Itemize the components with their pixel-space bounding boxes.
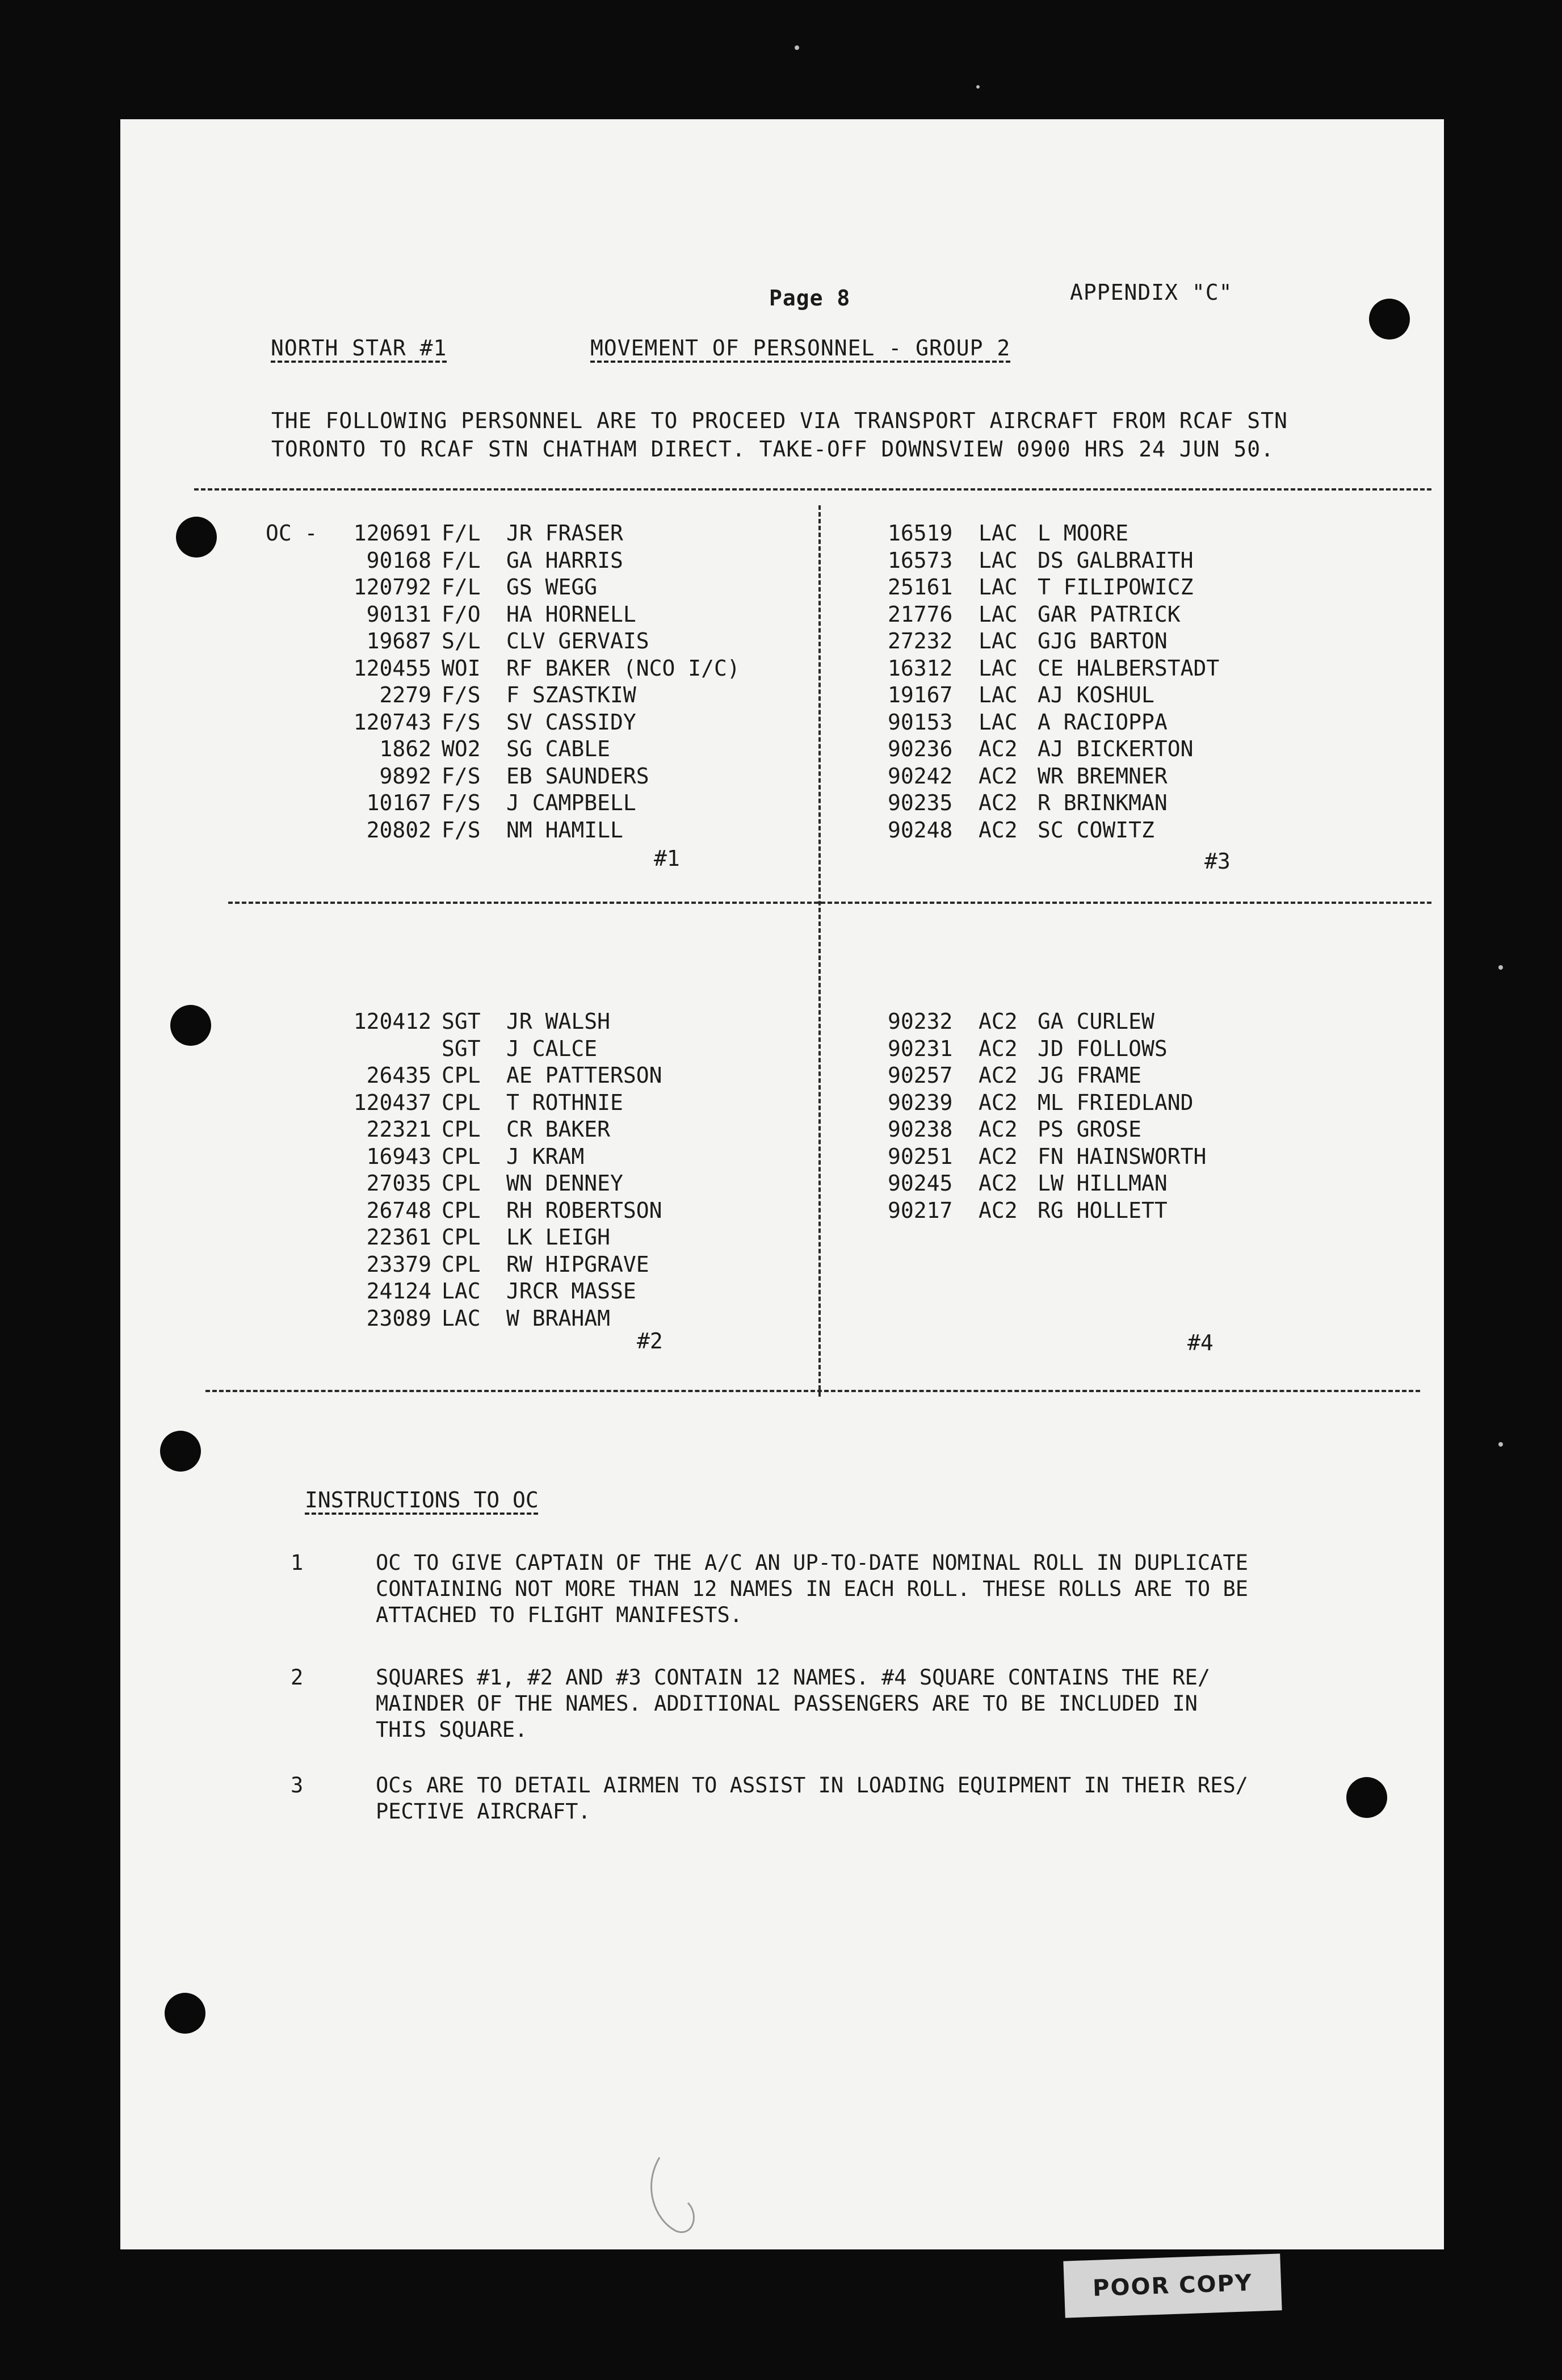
square-4-roster <box>888 1008 1206 1224</box>
rank: CPL <box>442 1171 481 1196</box>
person-name: J CAMPBELL <box>506 790 636 815</box>
service-number: 26748 <box>366 1197 431 1223</box>
roster-row <box>266 1305 662 1333</box>
roster-row <box>888 1036 1206 1063</box>
roster-row <box>888 817 1219 844</box>
rank: CPL <box>442 1117 481 1142</box>
service-number: 16943 <box>366 1143 431 1169</box>
binder-hole <box>176 517 217 558</box>
grid-divider <box>194 488 1431 491</box>
square-1-roster <box>266 520 740 844</box>
person-name: EB SAUNDERS <box>506 763 649 789</box>
service-number: 90239 <box>888 1090 953 1115</box>
rank: F/S <box>442 790 481 815</box>
person-name: GA CURLEW <box>1038 1009 1154 1034</box>
roster-row <box>266 1251 662 1279</box>
roster-row <box>266 682 740 709</box>
rank: LAC <box>979 709 1018 735</box>
person-name: AJ BICKERTON <box>1038 736 1194 761</box>
intro-line-1: THE FOLLOWING PERSONNEL ARE TO PROCEED VIA TRANSPORT AIRCRAFT FROM RCAF STN <box>271 408 1288 433</box>
person-name: GA HARRIS <box>506 547 623 573</box>
square-1-label: #1 <box>654 846 680 871</box>
binder-hole <box>160 1431 201 1472</box>
service-number: 16519 <box>888 521 953 546</box>
service-number: 120792 <box>353 575 431 600</box>
roster-row <box>266 1062 662 1090</box>
rank: AC2 <box>979 1063 1018 1088</box>
service-number: 22361 <box>366 1225 431 1250</box>
roster-row <box>266 790 740 817</box>
roster-row <box>266 628 740 655</box>
person-name: WN DENNEY <box>506 1171 623 1196</box>
instruction-line: OCs ARE TO DETAIL AIRMEN TO ASSIST IN LOADING EQUIPMENT IN THEIR RES/ <box>376 1773 1249 1797</box>
rank: CPL <box>442 1143 481 1169</box>
rank: SGT <box>442 1009 481 1034</box>
service-number: 90245 <box>888 1171 953 1196</box>
rank: AC2 <box>979 763 1018 789</box>
rank: F/L <box>442 575 481 600</box>
person-name: J KRAM <box>506 1143 585 1169</box>
person-name: DS GALBRAITH <box>1038 547 1194 573</box>
rank: LAC <box>979 601 1018 627</box>
person-name: NM HAMILL <box>506 817 623 843</box>
oc-prefix: OC - <box>266 521 318 546</box>
grid-divider <box>228 902 1431 904</box>
person-name: PS GROSE <box>1038 1117 1142 1142</box>
roster-row <box>888 655 1219 682</box>
roster-row <box>888 709 1219 736</box>
rank: LAC <box>979 521 1018 546</box>
instruction-number: 2 <box>291 1665 304 1690</box>
instruction-line: ATTACHED TO FLIGHT MANIFESTS. <box>376 1603 743 1627</box>
rank: AC2 <box>979 1117 1018 1142</box>
instruction-line: OC TO GIVE CAPTAIN OF THE A/C AN UP-TO-DATE NOMINAL ROLL IN DUPLICATE <box>376 1551 1249 1575</box>
binder-hole <box>1369 299 1410 340</box>
rank: F/S <box>442 763 481 789</box>
roster-row <box>888 1062 1206 1090</box>
poor-copy-stamp: POOR COPY <box>1063 2253 1282 2318</box>
rank: WOI <box>442 655 481 681</box>
grid-divider <box>205 1390 1420 1392</box>
intro-line-2: TORONTO TO RCAF STN CHATHAM DIRECT. TAKE-OFF DOWNSVIEW 0900 HRS 24 JUN 50. <box>271 437 1274 462</box>
person-name: JG FRAME <box>1038 1063 1142 1088</box>
pencil-mark-icon <box>643 2152 711 2243</box>
speck <box>976 85 980 89</box>
roster-row <box>266 1036 662 1063</box>
rank: SGT <box>442 1036 481 1061</box>
square-4-label: #4 <box>1187 1330 1214 1355</box>
rank: CPL <box>442 1225 481 1250</box>
service-number: 24124 <box>366 1279 431 1304</box>
person-name: AJ KOSHUL <box>1038 682 1154 707</box>
roster-row <box>266 601 740 628</box>
rank: CPL <box>442 1197 481 1223</box>
service-number: 90231 <box>888 1036 953 1061</box>
person-name: T FILIPOWICZ <box>1038 575 1194 600</box>
instruction-line: CONTAINING NOT MORE THAN 12 NAMES IN EACH ROLL. THESE ROLLS ARE TO BE <box>376 1577 1249 1601</box>
person-name: WR BREMNER <box>1038 763 1168 789</box>
service-number: 20802 <box>366 817 431 843</box>
rank: LAC <box>442 1305 481 1331</box>
service-number: 120743 <box>353 709 431 735</box>
person-name: RH ROBERTSON <box>506 1197 662 1223</box>
service-number: 90242 <box>888 763 953 789</box>
rank: AC2 <box>979 1197 1018 1223</box>
roster-row <box>888 547 1219 575</box>
service-number: 9892 <box>379 763 431 789</box>
rank: AC2 <box>979 1143 1018 1169</box>
service-number: 19167 <box>888 682 953 707</box>
roster-row <box>266 1197 662 1225</box>
roster-row <box>888 520 1219 547</box>
rank: CPL <box>442 1251 481 1277</box>
rank: AC2 <box>979 1009 1018 1034</box>
rank: WO2 <box>442 736 481 761</box>
person-name: RG HOLLETT <box>1038 1197 1168 1223</box>
appendix-label: APPENDIX "C" <box>1070 280 1233 305</box>
person-name: CLV GERVAIS <box>506 628 649 653</box>
roster-row <box>266 655 740 682</box>
person-name: R BRINKMAN <box>1038 790 1168 815</box>
instruction-line: SQUARES #1, #2 AND #3 CONTAIN 12 NAMES. #4 SQUARE CONTAINS THE RE/ <box>376 1665 1211 1690</box>
service-number: 90236 <box>888 736 953 761</box>
person-name: LK LEIGH <box>506 1225 611 1250</box>
person-name: AE PATTERSON <box>506 1063 662 1088</box>
service-number: 90257 <box>888 1063 953 1088</box>
roster-row <box>266 574 740 601</box>
person-name: JR WALSH <box>506 1009 611 1034</box>
person-name: J CALCE <box>506 1036 598 1061</box>
person-name: W BRAHAM <box>506 1305 611 1331</box>
binder-hole <box>170 1005 211 1046</box>
service-number: 90217 <box>888 1197 953 1223</box>
person-name: JD FOLLOWS <box>1038 1036 1168 1061</box>
roster-row <box>888 1008 1206 1036</box>
person-name: GAR PATRICK <box>1038 601 1181 627</box>
square-3-roster <box>888 520 1219 844</box>
binder-hole <box>165 1993 205 2034</box>
roster-row <box>888 1116 1206 1143</box>
rank: AC2 <box>979 817 1018 843</box>
service-number: 90168 <box>366 547 431 573</box>
aircraft-label: NORTH STAR #1 <box>271 336 447 361</box>
person-name: L MOORE <box>1038 521 1129 546</box>
rank: LAC <box>979 628 1018 653</box>
service-number: 16573 <box>888 547 953 573</box>
service-number: 90153 <box>888 709 953 735</box>
rank: S/L <box>442 628 481 653</box>
roster-row <box>888 1170 1206 1197</box>
roster-row <box>266 1170 662 1197</box>
service-number: 16312 <box>888 655 953 681</box>
roster-row <box>266 817 740 844</box>
roster-row <box>888 682 1219 709</box>
service-number: 120455 <box>353 655 431 681</box>
rank: F/S <box>442 682 481 707</box>
person-name: JRCR MASSE <box>506 1279 636 1304</box>
roster-row <box>888 1090 1206 1117</box>
roster-row <box>266 1224 662 1251</box>
instructions-title: INSTRUCTIONS TO OC <box>305 1488 539 1512</box>
rank: AC2 <box>979 790 1018 815</box>
person-name: JR FRASER <box>506 521 623 546</box>
instruction-line: PECTIVE AIRCRAFT. <box>376 1799 591 1824</box>
instruction-line: MAINDER OF THE NAMES. ADDITIONAL PASSENGERS ARE TO BE INCLUDED IN <box>376 1691 1198 1716</box>
roster-row <box>266 763 740 790</box>
roster-row <box>266 1143 662 1171</box>
person-name: F SZASTKIW <box>506 682 636 707</box>
person-name: HA HORNELL <box>506 601 636 627</box>
rank: F/L <box>442 547 481 573</box>
instruction-number: 3 <box>291 1773 304 1797</box>
roster-row <box>888 1143 1206 1171</box>
document-page <box>120 119 1444 2249</box>
service-number: 27035 <box>366 1171 431 1196</box>
service-number: 19687 <box>366 628 431 653</box>
speck <box>1498 965 1503 970</box>
roster-row <box>888 790 1219 817</box>
rank: AC2 <box>979 1171 1018 1196</box>
rank: F/S <box>442 709 481 735</box>
person-name: A RACIOPPA <box>1038 709 1168 735</box>
speck <box>795 45 799 50</box>
person-name: RF BAKER (NCO I/C) <box>506 655 740 681</box>
person-name: SV CASSIDY <box>506 709 636 735</box>
instruction-number: 1 <box>291 1551 304 1575</box>
service-number: 23379 <box>366 1251 431 1277</box>
service-number: 90232 <box>888 1009 953 1034</box>
roster-row <box>888 628 1219 655</box>
roster-row <box>888 736 1219 763</box>
person-name: T ROTHNIE <box>506 1090 623 1115</box>
rank: AC2 <box>979 736 1018 761</box>
roster-row <box>266 736 740 763</box>
service-number: 22321 <box>366 1117 431 1142</box>
roster-row <box>888 601 1219 628</box>
service-number: 1862 <box>379 736 431 761</box>
roster-row <box>266 1116 662 1143</box>
service-number: 90248 <box>888 817 953 843</box>
service-number <box>341 1036 431 1063</box>
service-number: 27232 <box>888 628 953 653</box>
rank: AC2 <box>979 1036 1018 1061</box>
roster-row <box>888 1197 1206 1225</box>
service-number: 2279 <box>379 682 431 707</box>
rank: F/L <box>442 521 481 546</box>
roster-row <box>266 520 740 547</box>
service-number: 10167 <box>366 790 431 815</box>
rank: LAC <box>979 682 1018 707</box>
service-number: 120412 <box>353 1009 431 1034</box>
grid-divider <box>818 505 821 1397</box>
service-number: 120691 <box>353 521 431 546</box>
roster-row <box>266 709 740 736</box>
service-number: 90238 <box>888 1117 953 1142</box>
person-name: SC COWITZ <box>1038 817 1154 843</box>
service-number: 90235 <box>888 790 953 815</box>
person-name: GS WEGG <box>506 575 598 600</box>
rank: LAC <box>979 655 1018 681</box>
speck <box>1498 1442 1503 1447</box>
roster-row <box>888 763 1219 790</box>
person-name: GJG BARTON <box>1038 628 1168 653</box>
rank: LAC <box>442 1279 481 1304</box>
service-number: 90131 <box>366 601 431 627</box>
page-number: Page 8 <box>769 286 851 311</box>
person-name: LW HILLMAN <box>1038 1171 1168 1196</box>
person-name: SG CABLE <box>506 736 611 761</box>
service-number: 26435 <box>366 1063 431 1088</box>
person-name: RW HIPGRAVE <box>506 1251 649 1277</box>
person-name: CE HALBERSTADT <box>1038 655 1220 681</box>
rank: AC2 <box>979 1090 1018 1115</box>
roster-row <box>888 574 1219 601</box>
person-name: ML FRIEDLAND <box>1038 1090 1194 1115</box>
service-number: 120437 <box>353 1090 431 1115</box>
rank: CPL <box>442 1090 481 1115</box>
square-2-label: #2 <box>637 1329 663 1354</box>
roster-row <box>266 1008 662 1036</box>
service-number: 23089 <box>366 1305 431 1331</box>
roster-row <box>266 1090 662 1117</box>
roster-row <box>266 547 740 575</box>
service-number: 21776 <box>888 601 953 627</box>
rank: CPL <box>442 1063 481 1088</box>
rank: LAC <box>979 547 1018 573</box>
rank: F/S <box>442 817 481 843</box>
person-name: CR BAKER <box>506 1117 611 1142</box>
roster-row <box>266 1278 662 1305</box>
rank: F/O <box>442 601 481 627</box>
service-number: 90251 <box>888 1143 953 1169</box>
rank: LAC <box>979 575 1018 600</box>
person-name: FN HAINSWORTH <box>1038 1143 1207 1169</box>
instruction-line: THIS SQUARE. <box>376 1717 528 1742</box>
service-number: 25161 <box>888 575 953 600</box>
square-2-roster <box>266 1008 662 1332</box>
document-title: MOVEMENT OF PERSONNEL - GROUP 2 <box>590 336 1011 361</box>
square-3-label: #3 <box>1204 849 1231 874</box>
